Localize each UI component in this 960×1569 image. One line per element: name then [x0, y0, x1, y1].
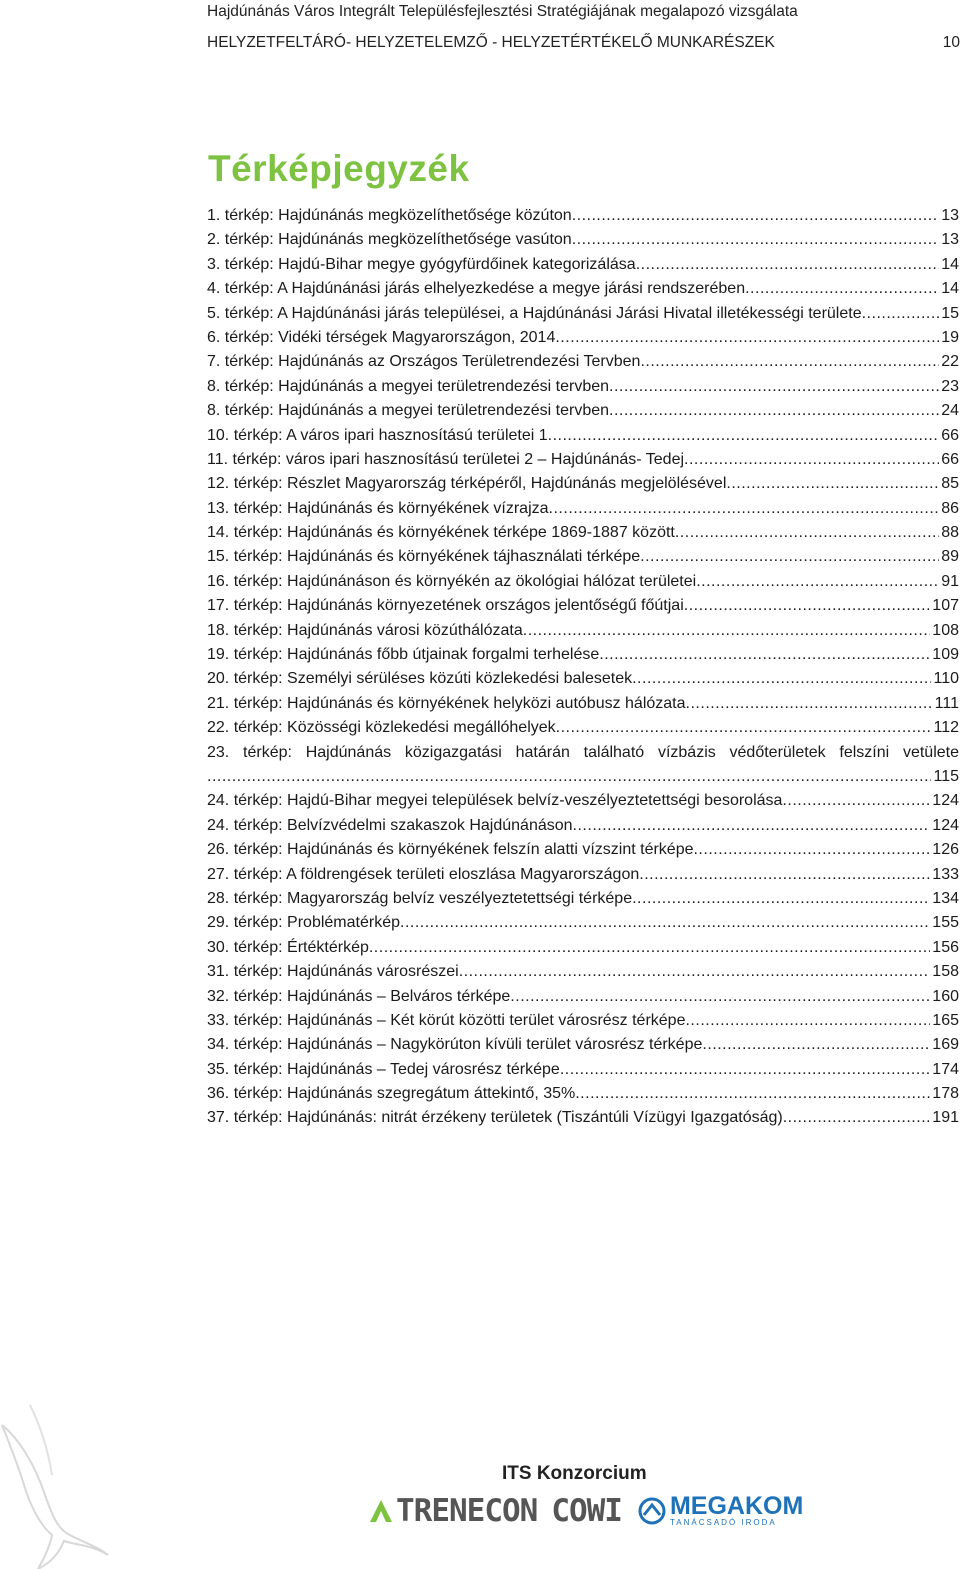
toc-entry[interactable] [207, 472, 959, 496]
toc-entry-title: 22. térkép: Közösségi közlekedési megállóhelyek [207, 719, 556, 737]
toc-entry-page: 15 [941, 304, 959, 322]
toc-leader-dots [555, 326, 939, 350]
toc-leader-dots [548, 424, 940, 448]
toc-leader-dots [702, 1033, 930, 1057]
toc-entry[interactable] [207, 863, 959, 887]
toc-entry-page: 107 [932, 597, 959, 615]
toc-entry[interactable] [207, 814, 959, 838]
toc-entry-page: 124 [932, 816, 959, 834]
toc-entry-title: 7. térkép: Hajdúnánás az Országos Területrendezési Tervben [207, 353, 641, 371]
page-title: Térképjegyzék [208, 148, 470, 189]
toc-leader-dots [640, 545, 939, 569]
toc-entry-page: 88 [941, 524, 959, 542]
toc-entry-page: 133 [932, 865, 959, 883]
toc-entry-title: 10. térkép: A város ipari hasznosítású területei 1 [207, 426, 548, 444]
toc-entry[interactable] [207, 985, 959, 1009]
toc-entry-page: 14 [941, 255, 959, 273]
trenecon-logo-text: TRENECON [396, 1492, 538, 1529]
cowi-logo: COWI [551, 1492, 622, 1529]
toc-entry[interactable] [207, 350, 959, 374]
toc-entry[interactable] [207, 1058, 959, 1082]
toc-entry[interactable] [207, 521, 959, 545]
toc-entry-page: 86 [941, 499, 959, 517]
toc-entry-page: 134 [932, 889, 959, 907]
toc-entry-page: 110 [933, 670, 959, 688]
toc-entry-page: 155 [932, 914, 959, 932]
toc-entry-page: 112 [933, 719, 959, 737]
toc-entry[interactable] [207, 887, 959, 911]
toc-entry[interactable] [207, 326, 959, 350]
toc-entry-page: 169 [932, 1036, 959, 1054]
toc-entry-page: 160 [932, 987, 959, 1005]
toc-leader-dots [609, 375, 939, 399]
toc-entry-page: 91 [941, 572, 959, 590]
toc-leader-dots [684, 594, 931, 618]
toc-entry-title: 17. térkép: Hajdúnánás környezetének országos jelentőségű főútjai [207, 597, 684, 615]
toc-leader-dots [640, 350, 939, 374]
toc-leader-dots [745, 277, 939, 301]
toc-entry-title: 2. térkép: Hajdúnánás megközelíthetősége vasúton [207, 231, 572, 249]
toc-entry-page: 178 [932, 1085, 959, 1103]
toc-entry-title: 15. térkép: Hajdúnánás és környékének tájhasználati térképe [207, 548, 641, 566]
megakom-logo [638, 1494, 803, 1527]
toc-entry-page: 14 [941, 280, 959, 298]
toc-leader-dots [556, 716, 932, 740]
toc-leader-dots [560, 1058, 930, 1082]
toc-entry[interactable] [207, 204, 959, 228]
toc-entry[interactable] [207, 936, 959, 960]
toc-leader-dots [782, 789, 930, 813]
toc-entry-title: 36. térkép: Hajdúnánás szegregátum áttekintő, 35% [207, 1085, 576, 1103]
toc-leader-dots [510, 985, 930, 1009]
toc-leader-dots [609, 399, 939, 423]
toc-leader-dots [639, 863, 930, 887]
toc-entry[interactable] [207, 1082, 959, 1106]
header-section [207, 34, 960, 52]
toc-entry[interactable] [207, 448, 959, 472]
toc-entry[interactable] [207, 741, 959, 790]
toc-entry-title: 5. térkép: A Hajdúnánási járás települései, a Hajdúnánási Járási Hivatal illetékességi területe [207, 304, 862, 322]
toc-entry-title: 37. térkép: Hajdúnánás: nitrát érzékeny területek (Tiszántúli Vízügyi Igazgatóság) [207, 1109, 783, 1127]
toc-entry-title: 33. térkép: Hajdúnánás – Két körút közötti terület városrész térképe [207, 1011, 686, 1029]
toc-leader-dots [573, 814, 931, 838]
toc-entry-title: 32. térkép: Hajdúnánás – Belváros térképe [207, 987, 511, 1005]
toc-leader-dots [685, 1009, 930, 1033]
map-list [207, 204, 959, 1131]
toc-entry-title: 19. térkép: Hajdúnánás főbb útjainak forgalmi terhelése [207, 646, 600, 664]
toc-entry-title: 3. térkép: Hajdú-Bihar megye gyógyfürdőinek kategorizálása [207, 255, 636, 273]
toc-entry-title: 24. térkép: Hajdú-Bihar megyei települések belvíz-veszélyeztetettségi besorolása [207, 792, 783, 810]
toc-leader-dots [599, 643, 930, 667]
toc-leader-dots [400, 911, 930, 935]
toc-entry-title: 18. térkép: Hajdúnánás városi közúthálózata [207, 621, 523, 639]
toc-entry-page: 174 [932, 1060, 959, 1078]
toc-leader-dots [684, 448, 939, 472]
toc-entry-title: 8. térkép: Hajdúnánás a megyei területrendezési tervben [207, 402, 610, 420]
toc-leader-dots [549, 497, 940, 521]
bird-watermark-icon [0, 1395, 110, 1569]
toc-entry-page: 115 [933, 768, 959, 785]
toc-entry-title: 26. térkép: Hajdúnánás és környékének felszín alatti vízszint térképe [207, 841, 694, 859]
toc-leader-dots [862, 302, 940, 326]
toc-entry-title: 23. térkép: Hajdúnánás közigazgatási határán található vízbázis védőterületek felszíni vetülete [207, 743, 959, 761]
toc-leader-dots [207, 765, 931, 789]
toc-leader-dots [572, 204, 940, 228]
toc-entry[interactable] [207, 228, 959, 252]
toc-entry[interactable] [207, 619, 959, 643]
toc-entry[interactable] [207, 716, 959, 740]
toc-entry-title: 21. térkép: Hajdúnánás és környékének helyközi autóbusz hálózata [207, 694, 686, 712]
toc-leader-dots [632, 667, 931, 691]
toc-leader-dots [693, 838, 930, 862]
toc-entry[interactable] [207, 594, 959, 618]
toc-entry[interactable] [207, 302, 959, 326]
toc-entry-page: 13 [941, 231, 959, 249]
toc-entry-page: 191 [932, 1109, 959, 1127]
toc-entry[interactable] [207, 497, 959, 521]
toc-leader-dots [686, 692, 933, 716]
toc-entry[interactable] [207, 838, 959, 862]
toc-leader-dots [726, 472, 939, 496]
toc-entry-title: 12. térkép: Részlet Magyarország térképéről, Hajdúnánás megjelölésével [207, 475, 727, 493]
toc-entry-page: 66 [941, 426, 959, 444]
toc-entry-title: 4. térkép: A Hajdúnánási járás elhelyezkedése a megye járási rendszerében [207, 280, 746, 298]
toc-entry-page: 108 [932, 621, 959, 639]
header-section-title: HELYZETFELTÁRÓ- HELYZETELEMZŐ - HELYZETÉRTÉKELŐ MUNKARÉSZEK [207, 34, 775, 51]
toc-entry-page: 22 [941, 353, 959, 371]
toc-leader-dots [632, 887, 930, 911]
toc-entry-title: 14. térkép: Hajdúnánás és környékének térképe 1869-1887 között [207, 524, 675, 542]
toc-entry-page: 23 [941, 377, 959, 395]
consortium-label: ITS Konzorcium [502, 1463, 647, 1484]
toc-entry[interactable] [207, 1106, 959, 1130]
toc-leader-dots [675, 521, 939, 545]
megakom-logo-subtext: TANÁCSADÓ IRODA [669, 1518, 777, 1527]
toc-leader-dots [572, 228, 940, 252]
toc-leader-dots [575, 1082, 930, 1106]
toc-entry-title: 35. térkép: Hajdúnánás – Tedej városrész térképe [207, 1060, 560, 1078]
toc-leader-dots [459, 960, 931, 984]
toc-entry-title: 20. térkép: Személyi sérüléses közúti közlekedési balesetek [207, 670, 633, 688]
toc-leader-dots [523, 619, 931, 643]
toc-entry-page: 19 [941, 328, 959, 346]
toc-entry[interactable] [207, 1033, 959, 1057]
toc-entry-page: 24 [941, 402, 959, 420]
toc-entry-page: 124 [932, 792, 959, 810]
toc-entry-page: 156 [932, 938, 959, 956]
megakom-logo-text: MEGAKOM [669, 1492, 804, 1520]
toc-entry[interactable] [207, 911, 959, 935]
toc-entry[interactable] [207, 667, 959, 691]
toc-entry-title: 13. térkép: Hajdúnánás és környékének vízrajza [207, 499, 549, 517]
toc-entry-title: 24. térkép: Belvízvédelmi szakaszok Hajdúnánáson [207, 816, 573, 834]
toc-entry[interactable] [207, 277, 959, 301]
toc-entry-title: 27. térkép: A földrengések területi eloszlása Magyarországon [207, 865, 640, 883]
trenecon-mark-icon [370, 1500, 392, 1522]
toc-entry[interactable] [207, 424, 959, 448]
toc-entry-title: 31. térkép: Hajdúnánás városrészei [207, 963, 459, 981]
toc-entry-page: 111 [934, 694, 959, 712]
toc-entry-title: 34. térkép: Hajdúnánás – Nagykörúton kívüli terület városrész térképe [207, 1036, 703, 1054]
header-document-title: Hajdúnánás Város Integrált Településfejlesztési Stratégiájának megalapozó vizsgálata [207, 3, 798, 20]
toc-entry-page: 13 [941, 206, 959, 224]
toc-entry[interactable] [207, 399, 959, 423]
toc-entry-page: 89 [941, 548, 959, 566]
toc-leader-dots [696, 570, 939, 594]
toc-entry[interactable] [207, 375, 959, 399]
toc-entry-title: 30. térkép: Értéktérkép [207, 938, 369, 956]
toc-entry-title: 11. térkép: város ipari hasznosítású területei 2 – Hajdúnánás- Tedej [207, 450, 685, 468]
toc-entry-page: 66 [941, 450, 959, 468]
toc-entry-title: 16. térkép: Hajdúnánáson és környékén az ökológiai hálózat területei [207, 572, 697, 590]
toc-entry-title: 8. térkép: Hajdúnánás a megyei területrendezési tervben [207, 377, 610, 395]
toc-entry-title: 28. térkép: Magyarország belvíz veszélyeztetettségi térképe [207, 889, 633, 907]
page-number: 10 [942, 34, 960, 51]
toc-entry[interactable] [207, 545, 959, 569]
toc-entry[interactable] [207, 253, 959, 277]
toc-entry-page: 165 [932, 1011, 959, 1029]
toc-entry[interactable] [207, 1009, 959, 1033]
toc-leader-dots [783, 1106, 931, 1130]
toc-entry[interactable] [207, 960, 959, 984]
toc-entry-page: 85 [941, 475, 959, 493]
toc-leader-dots [369, 936, 930, 960]
megakom-mark-icon [638, 1497, 666, 1525]
toc-entry[interactable] [207, 692, 959, 716]
toc-entry-title: 29. térkép: Problématérkép [207, 914, 400, 932]
toc-entry[interactable] [207, 643, 959, 667]
toc-entry-page: 126 [932, 841, 959, 859]
toc-entry-title: 1. térkép: Hajdúnánás megközelíthetősége közúton [207, 206, 572, 224]
toc-entry[interactable] [207, 789, 959, 813]
trenecon-logo [370, 1493, 537, 1529]
toc-entry-title: 6. térkép: Vidéki térségek Magyarországon, 2014 [207, 328, 556, 346]
toc-entry[interactable] [207, 570, 959, 594]
toc-leader-dots [636, 253, 940, 277]
toc-entry-page: 109 [932, 646, 959, 664]
partner-logos [370, 1488, 804, 1533]
toc-entry-page: 158 [932, 963, 959, 981]
